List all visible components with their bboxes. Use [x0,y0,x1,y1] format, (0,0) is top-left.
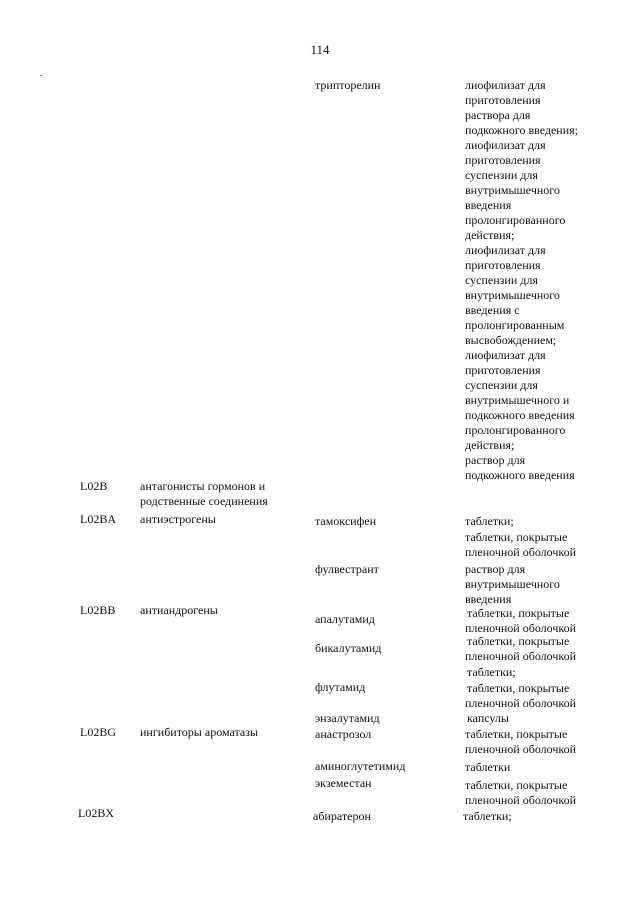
drug-name: трипторелин [315,78,381,92]
drug-name: энзалутамид [315,711,380,725]
dosage-form-line: таблетки, покрытые [467,634,570,648]
dosage-form-line: таблетки [465,760,511,774]
dosage-form-line: внутримышечного [465,183,560,197]
dosage-form-line: таблетки, покрытые [467,681,570,695]
dosage-form-line: пленочной оболочкой [465,649,577,663]
dosage-form-line: лиофилизат для [465,138,546,152]
atc-code: L02BB [80,603,116,617]
dosage-form-line: лиофилизат для [465,78,546,92]
dosage-form-line: пролонгированным [465,318,565,332]
dosage-form-line: приготовления [465,153,541,167]
drug-name: апалутамид [315,612,375,626]
dosage-form-line: пленочной оболочкой [465,621,577,635]
dosage-form-line: капсулы [467,711,509,725]
dosage-form-line: приготовления [465,363,541,377]
atc-code: L02BX [78,806,114,820]
dosage-form-line: внутримышечного и [465,393,570,407]
drug-name: экземестан [315,776,372,790]
group-name: антиэстрогены [140,512,216,526]
dosage-form-line: внутримышечного [465,288,560,302]
dosage-form-line: действия; [465,228,515,242]
dosage-form-line: пролонгированного [465,423,566,437]
dosage-form-line: таблетки; [467,665,516,679]
drug-name: бикалутамид [315,641,382,655]
dosage-form-line: подкожного введения; [465,123,578,137]
dosage-form-line: приготовления [465,258,541,272]
dosage-form-line: раствора для [465,108,531,122]
group-name-line: родственные соединения [140,494,268,508]
dosage-form-line: высвобождением; [465,333,557,347]
group-name: ингибиторы ароматазы [140,725,259,739]
dosage-form-line: введения [465,592,512,606]
dosage-form-line: пленочной оболочкой [465,793,577,807]
dosage-form-line: пролонгированного [465,213,566,227]
dosage-form-line: таблетки, покрытые [465,778,568,792]
dosage-form-line: пленочной оболочкой [465,696,577,710]
drug-name: флутамид [315,680,366,694]
dosage-form-line: приготовления [465,93,541,107]
dosage-form-line: действия; [465,438,515,452]
group-name-line: антагонисты гормонов и [140,479,266,493]
dosage-form-line: подкожного введения [465,468,575,482]
page-number: 114 [310,42,330,57]
drug-name: анастрозол [315,727,372,741]
dosage-form-line: пленочной оболочкой [465,742,577,756]
dosage-form-line: таблетки, покрытые [467,606,570,620]
scan-speck [40,75,42,76]
drug-name: аминоглутетимид [315,759,406,773]
dosage-form-line: суспензии для [465,168,538,182]
dosage-form-line: внутримышечного [465,577,560,591]
dosage-form-line: пленочной оболочкой [465,545,577,559]
atc-code: L02B [80,479,108,493]
drug-name: абиратерон [313,809,371,823]
dosage-form-line: таблетки, покрытые [465,530,568,544]
dosage-form-line: таблетки; [465,514,514,528]
dosage-form-line: таблетки; [463,809,512,823]
drug-name: тамоксифен [315,514,377,528]
dosage-form-line: лиофилизат для [465,243,546,257]
dosage-form-line: таблетки, покрытые [465,727,568,741]
atc-code: L02BG [80,725,116,739]
drug-name: фулвестрант [315,562,379,576]
dosage-form-line: подкожного введения [465,408,575,422]
dosage-form-line: введения с [465,303,520,317]
dosage-form-line: лиофилизат для [465,348,546,362]
dosage-form-line: раствор для [465,562,526,576]
atc-code: L02BA [80,512,116,526]
dosage-form-line: суспензии для [465,378,538,392]
dosage-form-line: суспензии для [465,273,538,287]
dosage-form-line: раствор для [465,453,526,467]
group-name: антиандрогены [140,603,218,617]
dosage-form-line: введения [465,198,512,212]
